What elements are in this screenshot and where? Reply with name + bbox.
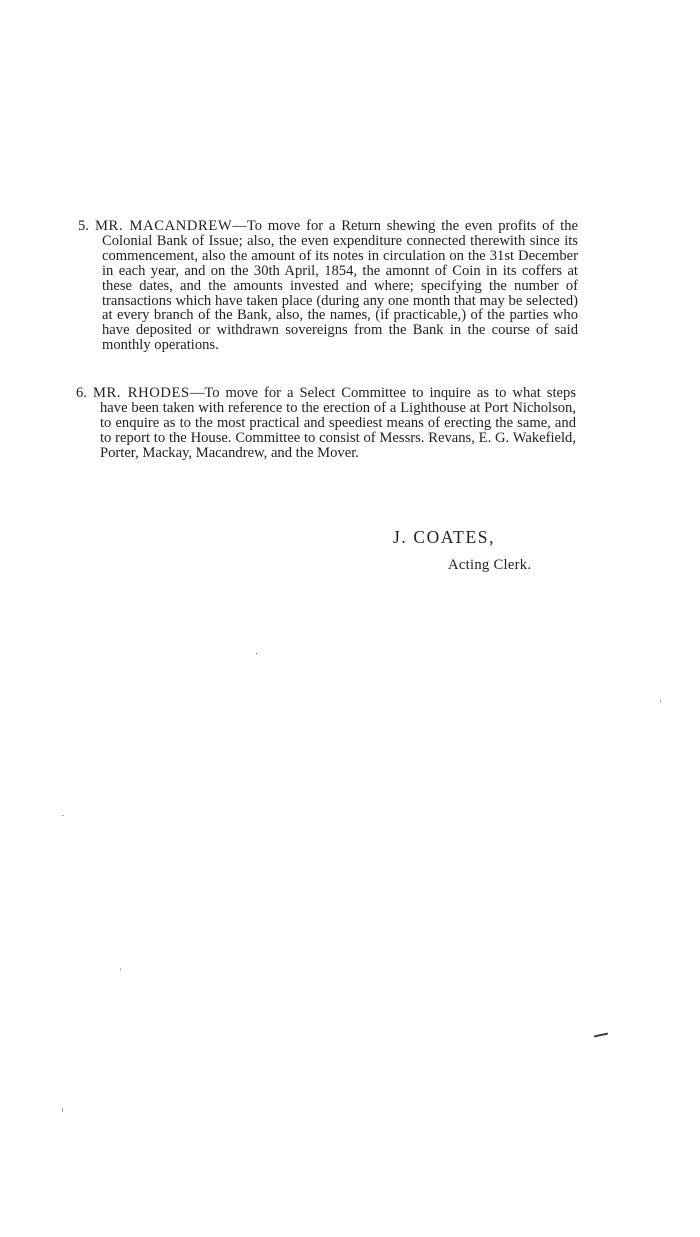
motion-6 — [76, 386, 576, 461]
scan-speck — [62, 1108, 63, 1112]
motion-number: 6. — [76, 385, 87, 401]
motion-text: —To move for a Return shewing the even profits of the Colonial Bank of Issue; also, the even expenditure connected therewith since its commencement, also the amount of its notes in circulation on the 31st December in each year, and on the 30th April, 1854, the amonnt of Coin in its coffers at these dates, and the amounts invested and where; specifying the number of transactions which have taken place (during any one month that may be selected) at every branch of the Bank, also, the names, (if practicable,) of the parties who have deposited or withdrawn sovereigns from the Bank in the course of said monthly operations. — [102, 218, 578, 354]
motion-text: —To move for a Select Committee to inquire as to what steps have been taken with reference to the erection of a Lighthouse at Port Nicholson, to enquire as to the most practical and speediest means of erecting the same, and to report to the House. Committee to consist of Messrs. Revans, E. G. Wakefield, Porter, Mackay, Macandrew, and the Mover. — [100, 385, 576, 461]
motion-mover: MR. MACANDREW — [94, 218, 233, 234]
scan-speck — [660, 700, 661, 703]
motion-mover: MR. RHODES — [92, 385, 190, 401]
scan-speck — [120, 968, 121, 971]
scan-speck — [256, 653, 257, 654]
motion-5 — [78, 219, 578, 353]
scan-speck — [62, 815, 64, 816]
scan-speck — [594, 1033, 608, 1038]
signature-name: J. COATES, — [393, 527, 496, 547]
motion-number: 5. — [78, 218, 89, 234]
signature-title: Acting Clerk. — [448, 557, 532, 573]
